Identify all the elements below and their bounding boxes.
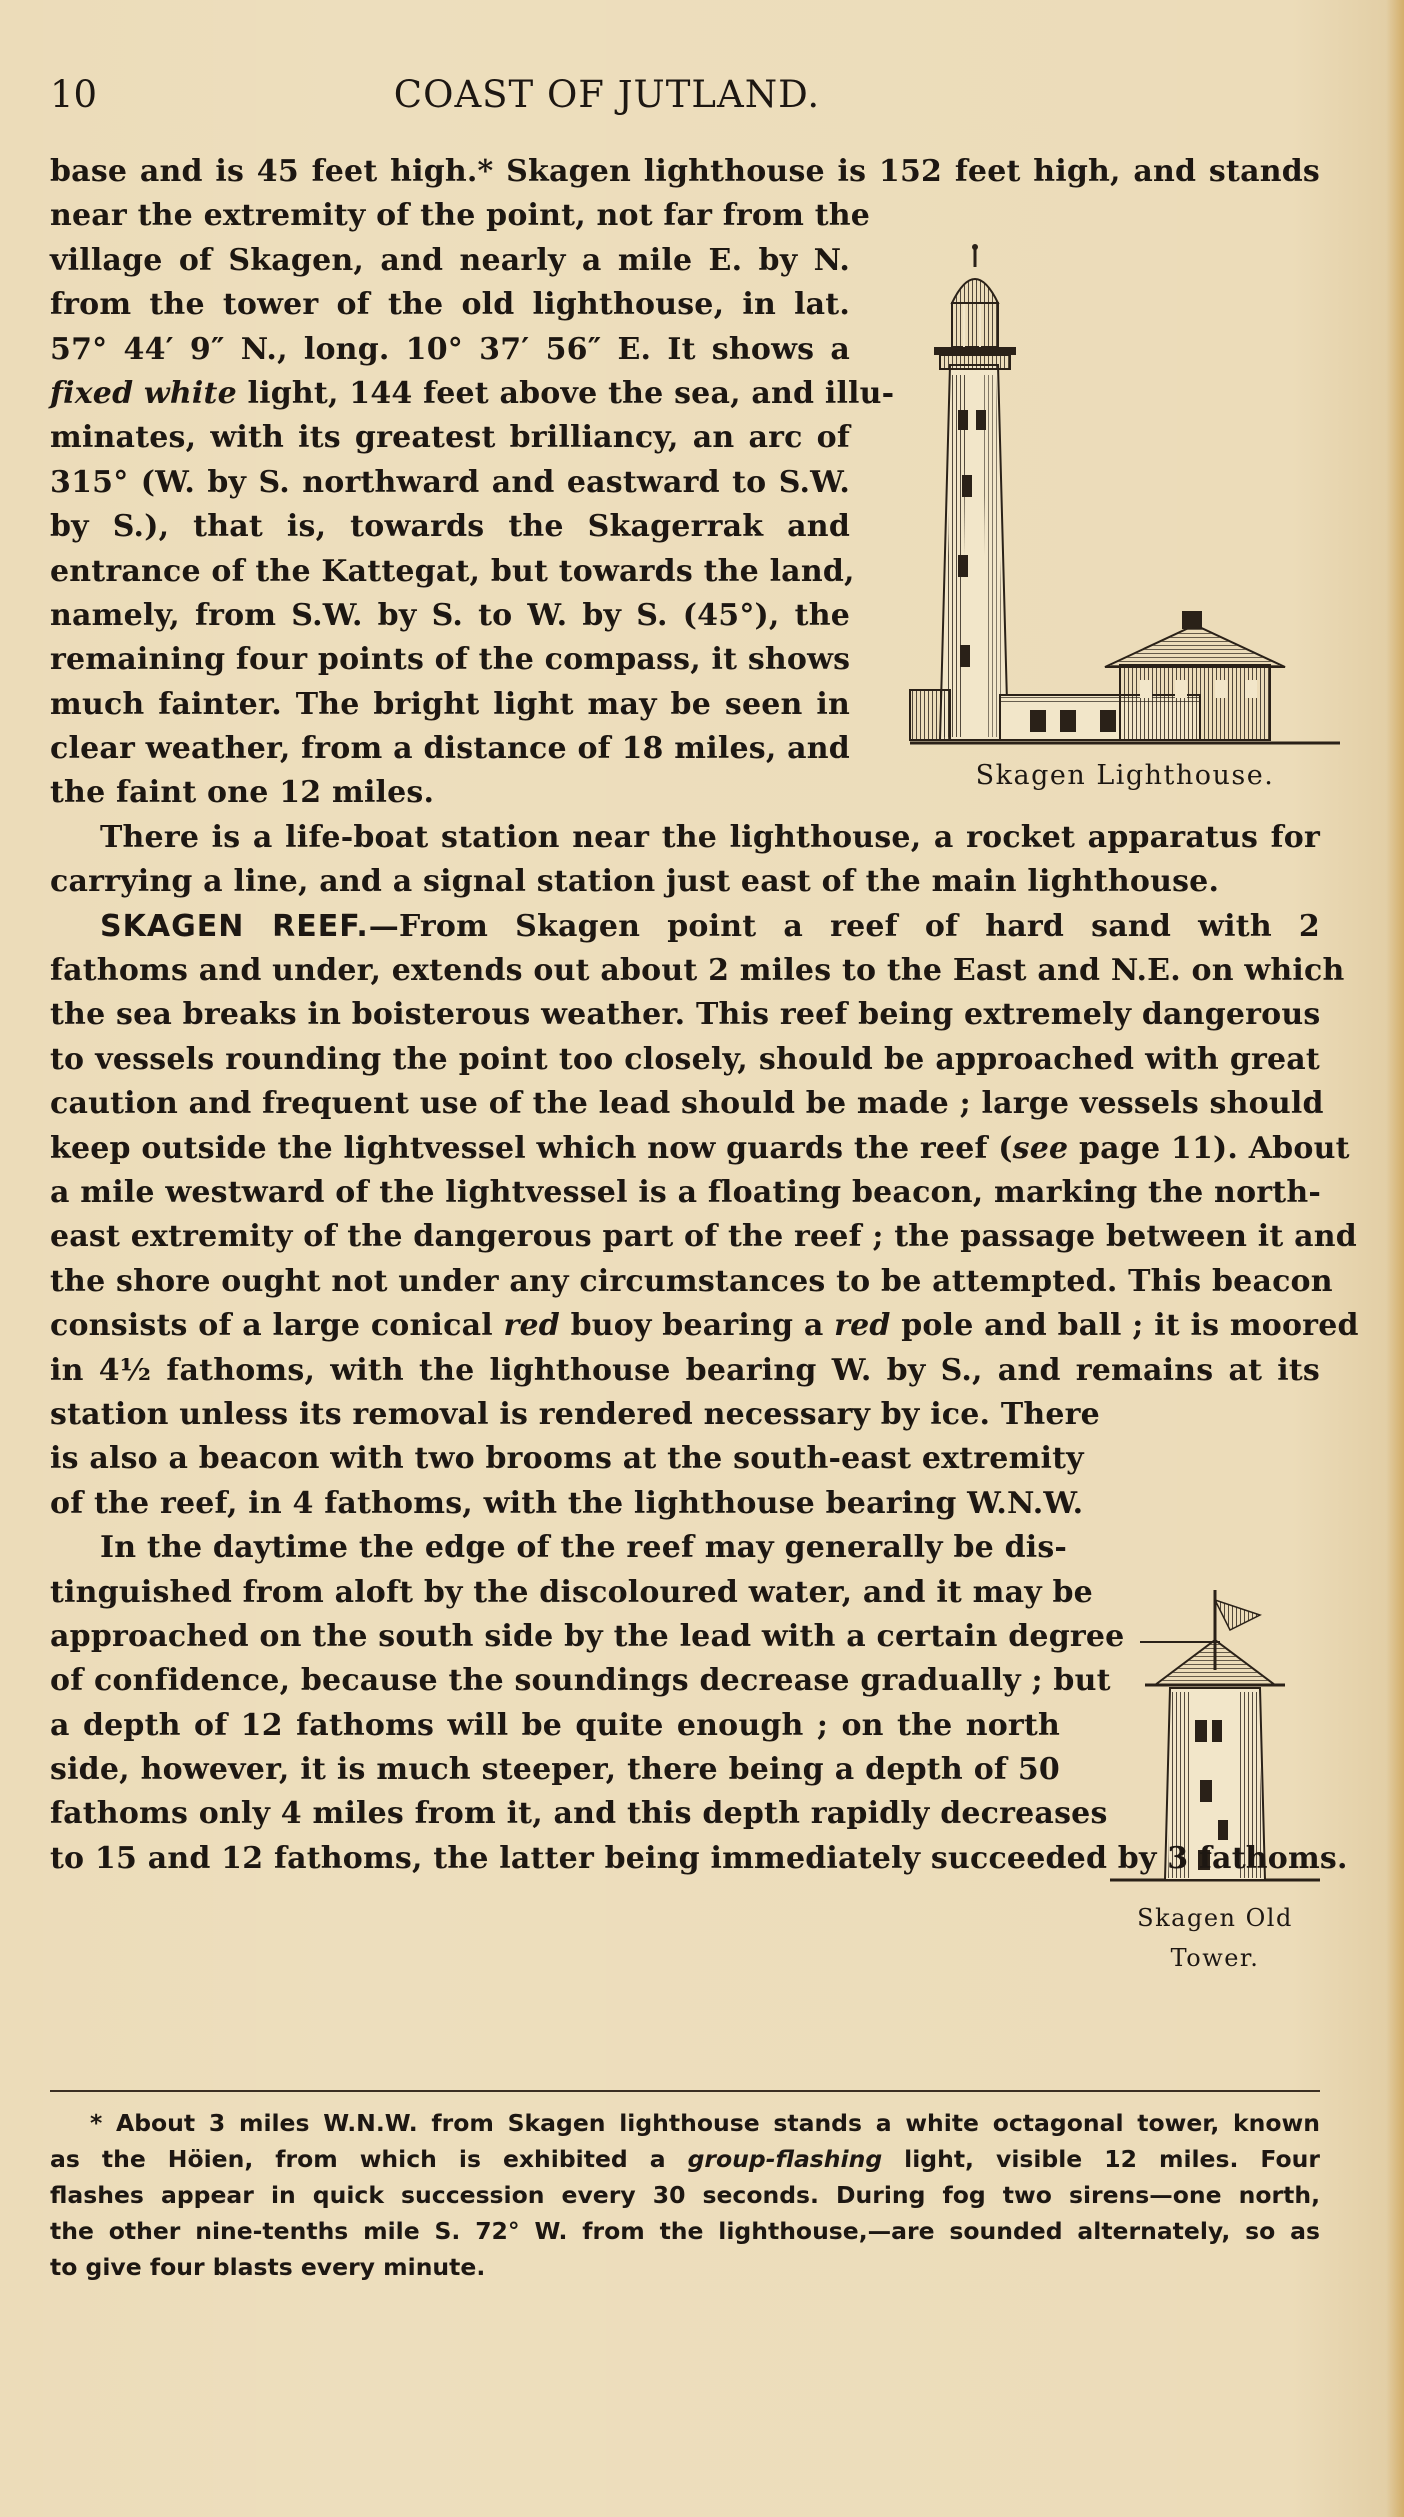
text-span: consists of a large conical [50, 1308, 504, 1344]
footnote-divider [50, 2090, 1320, 2092]
text-line: of confidence, because the soundings decrease gradually ; but [50, 1663, 1111, 1699]
text-line: entrance of the Kattegat, but towards the land, [50, 553, 855, 589]
footnote-line: to give four blasts every minute. [50, 2253, 486, 2281]
text-line: from the tower of the old lighthouse, in lat. [50, 287, 850, 323]
emphasis-text: see [1012, 1130, 1069, 1166]
text-span: as the Höien, from which is exhibited a [50, 2145, 688, 2173]
text-line: remaining four points of the compass, it shows [50, 642, 851, 678]
old-tower-caption-line2: Tower. [1170, 1944, 1260, 1972]
text-span: light, visible 12 miles. Four [882, 2145, 1320, 2173]
text-line: 57° 44′ 9″ N., long. 10° 37′ 56″ E. It shows a [50, 331, 850, 367]
text-span: buoy bearing a [559, 1308, 835, 1344]
emphasis-text: group-flashing [687, 2145, 883, 2173]
text-line: In the daytime the edge of the reef may generally be dis- [100, 1530, 1068, 1566]
text-line: of the reef, in 4 fathoms, with the lighthouse bearing W.N.W. [50, 1485, 1084, 1521]
footnote-line: the other nine-tenths mile S. 72° W. from the lighthouse,—are sounded alternately, so as [50, 2217, 1320, 2245]
lighthouse-caption: Skagen Lighthouse. [975, 760, 1275, 791]
text-line: clear weather, from a distance of 18 miles, and [50, 731, 850, 767]
text-line: caution and frequent use of the lead should be made ; large vessels should [50, 1086, 1324, 1122]
body-text [50, 150, 1359, 1881]
running-title: COAST OF JUTLAND. [393, 73, 821, 116]
text-line [50, 905, 1320, 949]
footnote-line: * About 3 miles W.N.W. from Skagen lighthouse stands a white octagonal tower, known [90, 2109, 1320, 2137]
section-heading: SKAGEN REEF. [100, 908, 369, 944]
text-line: the shore ought not under any circumstances to be attempted. This beacon [50, 1263, 1333, 1299]
text-line: by S.), that is, towards the Skagerrak and [50, 509, 850, 545]
text-line: in 4½ fathoms, with the lighthouse bearing W. by S., and remains at its [50, 1352, 1320, 1388]
text-span: —From Skagen point a reef of hard sand with 2 [368, 908, 1320, 944]
text-line [50, 1304, 1359, 1348]
footnote-line [50, 2141, 1320, 2177]
text-line: carrying a line, and a signal station just east of the main lighthouse. [50, 864, 1220, 900]
text-line: 315° (W. by S. northward and eastward to S.W. [50, 464, 850, 500]
text-line [50, 372, 895, 416]
text-line: side, however, it is much steeper, there being a depth of 50 [50, 1752, 1060, 1788]
text-line: a mile westward of the lightvessel is a floating beacon, marking the north- [50, 1174, 1322, 1210]
text-span: light, 144 feet above the sea, and illu- [236, 375, 895, 411]
text-span: pole and ball ; it is moored [890, 1308, 1359, 1344]
emphasis-text: red [834, 1308, 891, 1344]
footnote [50, 2105, 1320, 2285]
text-line: east extremity of the dangerous part of the reef ; the passage between it and [50, 1219, 1357, 1255]
page-edge-shading [1386, 0, 1404, 2517]
text-line: to vessels rounding the point too closely, should be approached with great [50, 1041, 1320, 1077]
text-line: is also a beacon with two brooms at the south-east extremity [50, 1441, 1084, 1477]
text-line: fathoms and under, extends out about 2 miles to the East and N.E. on which [50, 953, 1345, 989]
running-head [50, 70, 1344, 120]
text-line: near the extremity of the point, not far from the [50, 198, 871, 234]
text-line [50, 1127, 1350, 1171]
emphasis-text: red [503, 1308, 560, 1344]
text-line: to 15 and 12 fathoms, the latter being immediately succeeded by 3 fathoms. [50, 1840, 1348, 1876]
text-span: page 11). About [1068, 1130, 1350, 1166]
emphasis-text: fixed white [50, 375, 237, 411]
footnote-line: flashes appear in quick succession every 30 seconds. During fog two sirens—one north, [50, 2181, 1320, 2209]
text-line: village of Skagen, and nearly a mile E. by N. [50, 242, 850, 278]
text-line: minates, with its greatest brilliancy, an arc of [50, 420, 850, 456]
text-line: station unless its removal is rendered necessary by ice. There [50, 1396, 1100, 1432]
page-number: 10 [50, 73, 98, 116]
text-line: fathoms only 4 miles from it, and this depth rapidly decreases [50, 1796, 1108, 1832]
text-line: much fainter. The bright light may be seen in [50, 686, 850, 722]
text-line: approached on the south side by the lead with a certain degree [50, 1618, 1125, 1654]
old-tower-caption [1100, 1898, 1330, 1978]
text-line: the faint one 12 miles. [50, 775, 435, 811]
text-span: keep outside the lightvessel which now guards the reef ( [50, 1130, 1013, 1166]
text-line: base and is 45 feet high.* Skagen lighthouse is 152 feet high, and stands [50, 154, 1320, 189]
text-line: tinguished from aloft by the discoloured water, and it may be [50, 1574, 1093, 1610]
text-line: a depth of 12 fathoms will be quite enough ; on the north [50, 1707, 1060, 1743]
old-tower-caption-line1: Skagen Old [1137, 1904, 1293, 1932]
text-line: the sea breaks in boisterous weather. This reef being extremely dangerous [50, 997, 1321, 1033]
text-line: namely, from S.W. by S. to W. by S. (45°), the [50, 597, 850, 633]
text-line: There is a life-boat station near the lighthouse, a rocket apparatus for [100, 819, 1320, 855]
